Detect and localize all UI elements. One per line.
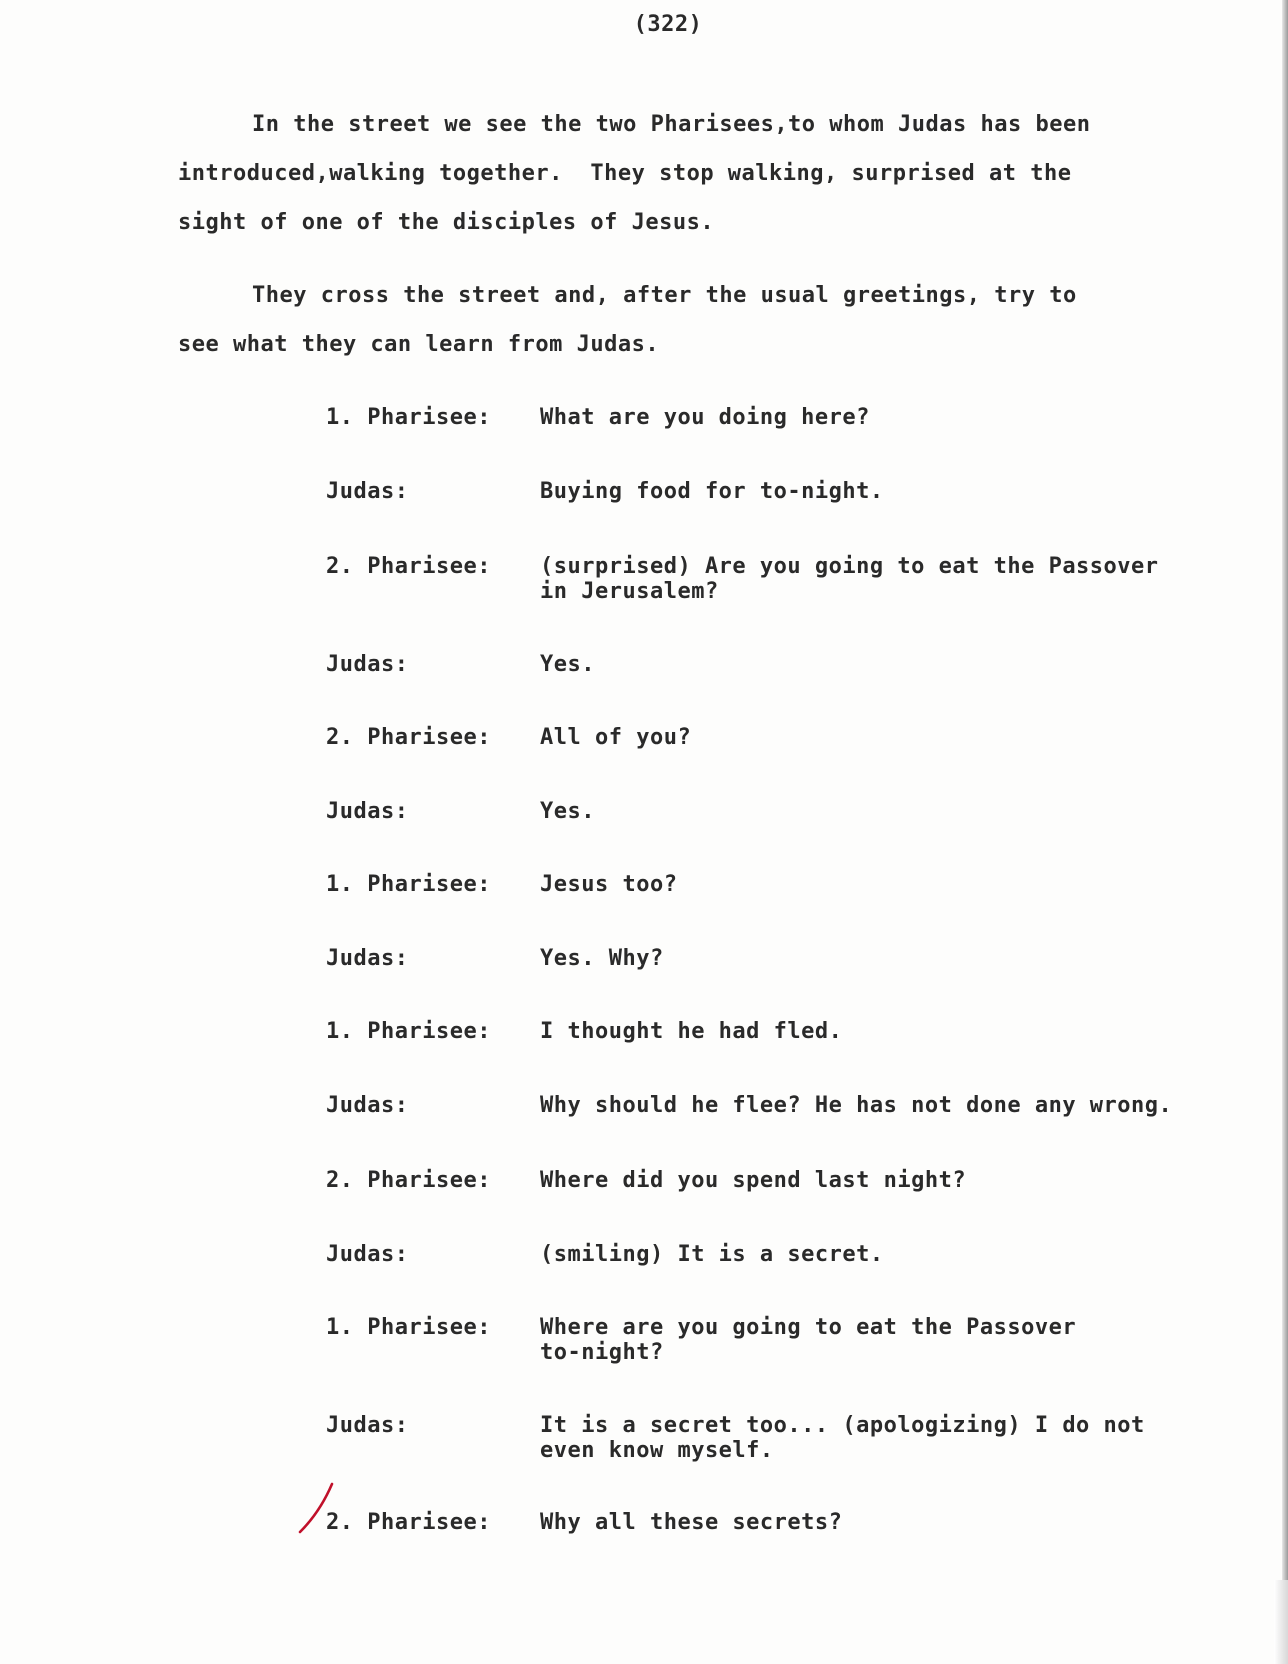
speech-text: Jesus too?: [540, 872, 678, 897]
speech-text: (surprised) Are you going to eat the Passover in Jerusalem?: [540, 554, 1159, 604]
speaker-label: 1. Pharisee:: [326, 1315, 491, 1340]
speech-text: Why should he flee? He has not done any wrong.: [540, 1093, 1173, 1118]
speech-text: Yes. Why?: [540, 946, 664, 971]
speaker-label: 2. Pharisee:: [326, 1510, 491, 1535]
speech-text: I thought he had fled.: [540, 1019, 843, 1044]
speaker-label: Judas:: [326, 1093, 409, 1118]
scan-edge-shadow: [1282, 0, 1288, 1664]
speaker-label: 1. Pharisee:: [326, 405, 491, 430]
speaker-label: Judas:: [326, 652, 409, 677]
narrative-paragraph-2: [178, 271, 1198, 369]
speech-text: It is a secret too... (apologizing) I do not even know myself.: [540, 1413, 1145, 1463]
page-number: (322): [633, 12, 703, 37]
speaker-label: Judas:: [326, 1413, 409, 1438]
speech-text: Yes.: [540, 799, 595, 824]
speaker-label: Judas:: [326, 1242, 409, 1267]
speech-text: Yes.: [540, 652, 595, 677]
speech-text: All of you?: [540, 725, 692, 750]
speaker-label: 2. Pharisee:: [326, 1168, 491, 1193]
speech-text: Where did you spend last night?: [540, 1168, 967, 1193]
speech-text: (smiling) It is a secret.: [540, 1242, 884, 1267]
speaker-label: Judas:: [326, 946, 409, 971]
red-check-mark-icon: [296, 1482, 336, 1534]
scan-edge-shadow-lower: [1274, 1580, 1288, 1664]
speaker-label: Judas:: [326, 799, 409, 824]
paragraph-line: In the street we see the two Pharisees,to whom Judas has been: [252, 112, 1091, 137]
paragraph-line: They cross the street and, after the usual greetings, try to: [252, 283, 1077, 308]
speaker-label: Judas:: [326, 479, 409, 504]
speech-text: Buying food for to-night.: [540, 479, 884, 504]
paragraph-line: sight of one of the disciples of Jesus.: [178, 210, 715, 235]
narrative-paragraph-1: [178, 100, 1198, 247]
speech-text: What are you doing here?: [540, 405, 870, 430]
speaker-label: 2. Pharisee:: [326, 725, 491, 750]
speaker-label: 2. Pharisee:: [326, 554, 491, 579]
speaker-label: 1. Pharisee:: [326, 1019, 491, 1044]
paragraph-line: introduced,walking together. They stop walking, surprised at the: [178, 161, 1072, 186]
paragraph-line: see what they can learn from Judas.: [178, 332, 660, 357]
speaker-label: 1. Pharisee:: [326, 872, 491, 897]
speech-text: Why all these secrets?: [540, 1510, 843, 1535]
speech-text: Where are you going to eat the Passover to-night?: [540, 1315, 1077, 1365]
